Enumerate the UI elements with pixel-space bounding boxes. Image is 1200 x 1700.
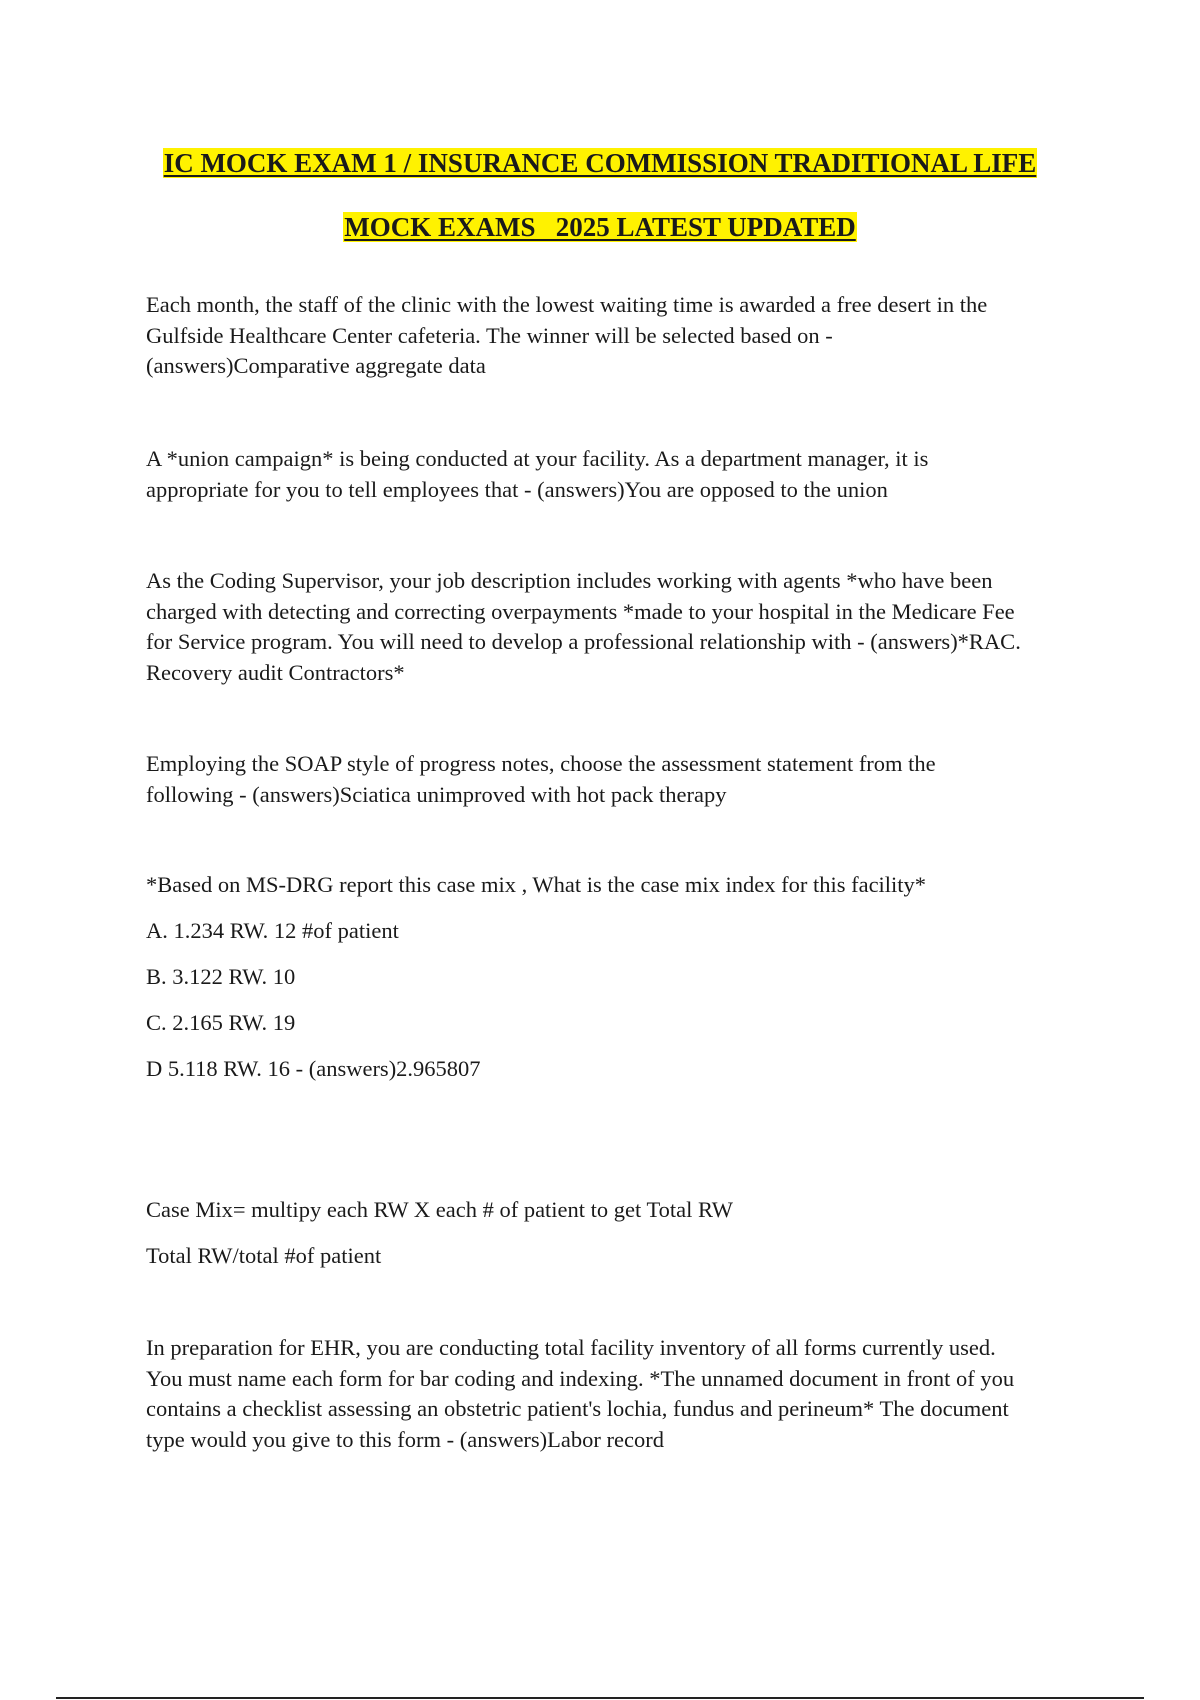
document-title-line-2: [0, 211, 1200, 243]
question-paragraph-2: A *union campaign* is being conducted at your facility. As a department manager, it is appropriate for you to tell employees that - (answers)You are opposed to the union: [146, 446, 929, 502]
case-mix-option-a: A. 1.234 RW. 12 #of patient: [146, 918, 399, 943]
case-mix-option-d: D 5.118 RW. 16 - (answers)2.965807: [146, 1056, 481, 1081]
case-mix-formula-line-2: Total RW/total #of patient: [146, 1243, 382, 1268]
title-line-2-text: MOCK EXAMS 2025 LATEST UPDATED: [344, 212, 856, 242]
question-paragraph-4: Employing the SOAP style of progress notes, choose the assessment statement from the following - (answers)Sciatica unimproved with hot pack therapy: [146, 751, 936, 807]
document-title-line-1: [0, 147, 1200, 179]
case-mix-option-b: B. 3.122 RW. 10: [146, 964, 296, 989]
title-line-1-text: IC MOCK EXAM 1 / INSURANCE COMMISSION TRADITIONAL LIFE: [163, 148, 1037, 178]
case-mix-formula-line-1: Case Mix= multipy each RW X each # of patient to get Total RW: [146, 1197, 734, 1222]
question-paragraph-1: Each month, the staff of the clinic with the lowest waiting time is awarded a free desert in the Gulfside Healthcare Center cafeteria. The winner will be selected based on - (answers)Comparative aggregate data: [146, 292, 988, 378]
question-paragraph-final: In preparation for EHR, you are conducting total facility inventory of all forms currently used. You must name each form for bar coding and indexing. *The unnamed document in front of you contains a checklist assessing an obstetric patient's lochia, fundus and perineum* The document type would you give to this form - (answers)Labor record: [146, 1335, 1015, 1452]
footer-divider: [56, 1697, 1144, 1699]
case-mix-option-c: C. 2.165 RW. 19: [146, 1010, 296, 1035]
case-mix-question: *Based on MS-DRG report this case mix , What is the case mix index for this facility*: [146, 872, 927, 897]
question-paragraph-3: As the Coding Supervisor, your job description includes working with agents *who have been charged with detecting and correcting overpayments *made to your hospital in the Medicare Fee for Service program. You will need to develop a professional relationship with - (answers)*RAC. Recovery audit Contractors*: [146, 568, 1021, 685]
